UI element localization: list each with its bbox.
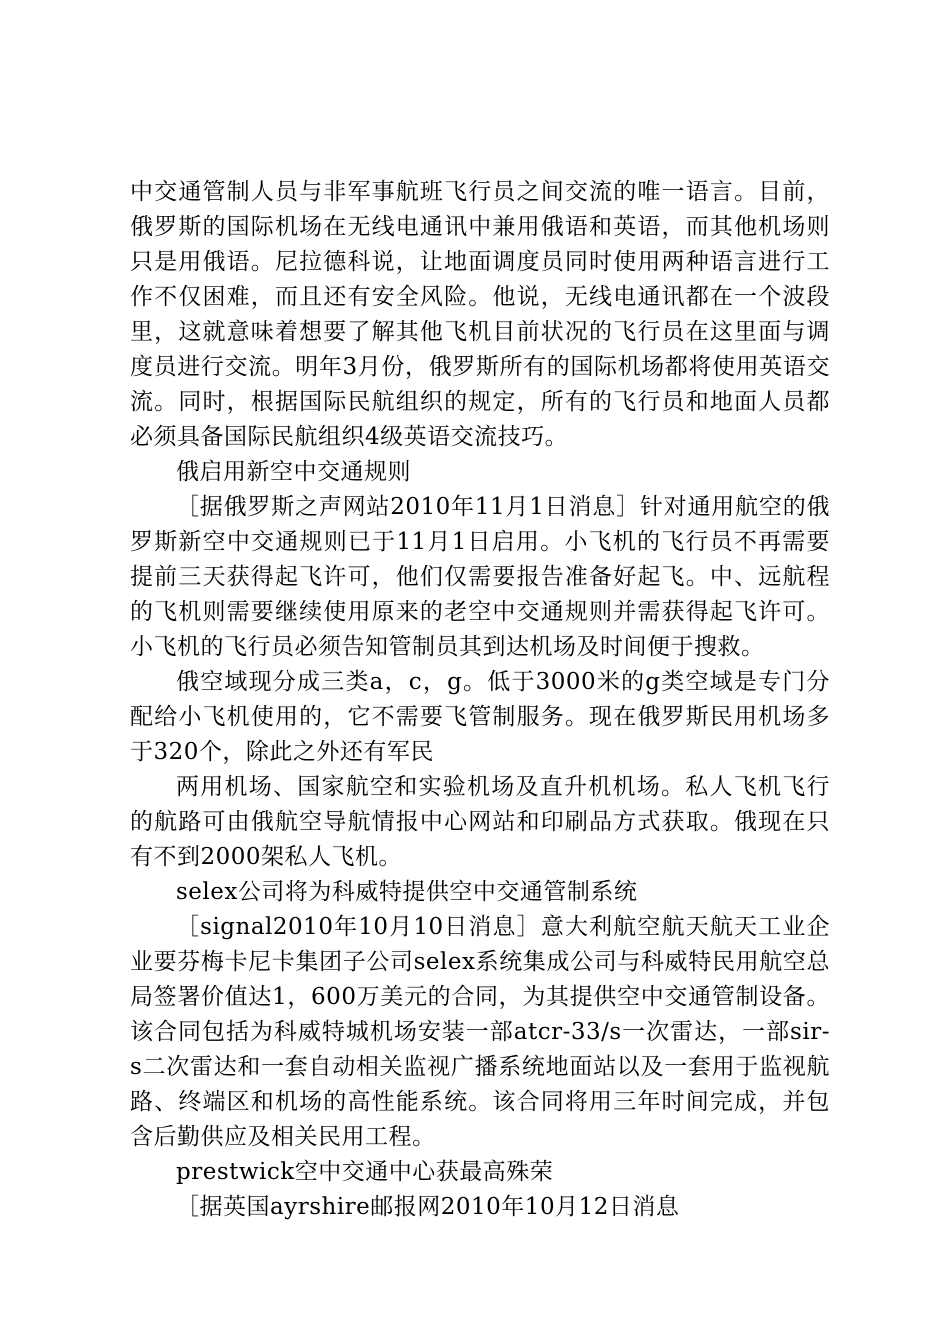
paragraph-ayrshire-news: ［据英国ayrshire邮报网2010年10月12日消息 bbox=[176, 1194, 680, 1220]
heading-selex-kuwait: selex公司将为科威特提供空中交通管制系统 bbox=[176, 879, 638, 905]
heading-russia-new-rules: 俄启用新空中交通规则 bbox=[176, 459, 411, 485]
paragraph-airspace-classes: 俄空域现分成三类a，c，g。低于3000米的g类空域是专门分配给小飞机使用的，它不需要飞管制服务。现在俄罗斯民用机场多于320个，除此之外还有军民 bbox=[130, 669, 830, 765]
paragraph-dual-use-airports: 两用机场、国家航空和实验机场及直升机机场。私人飞机飞行的航路可由俄航空导航情报中心网站和印刷品方式获取。俄现在只有不到2000架私人飞机。 bbox=[130, 774, 830, 870]
paragraph-russia-rules-news: ［据俄罗斯之声网站2010年11月1日消息］针对通用航空的俄罗斯新空中交通规则已于11月1日启用。小飞机的飞行员不再需要提前三天获得起飞许可，他们仅需要报告准备好起飞。中、远航程的飞机则需要继续使用原来的老空中交通规则并需获得起飞许可。小飞机的飞行员必须告知管制员其到达机场及时间便于搜救。 bbox=[130, 494, 830, 660]
heading-prestwick-award: prestwick空中交通中心获最高殊荣 bbox=[176, 1159, 554, 1185]
paragraph-atc-language: 中交通管制人员与非军事航班飞行员之间交流的唯一语言。目前，俄罗斯的国际机场在无线电通讯中兼用俄语和英语，而其他机场则只是用俄语。尼拉德科说，让地面调度员同时使用两种语言进行工作不仅困难，而且还有安全风险。他说，无线电通讯都在一个波段里，这就意味着想要了解其他飞机目前状况的飞行员在这里面与调度员进行交流。明年3月份，俄罗斯所有的国际机场都将使用英语交流。同时，根据国际民航组织的规定，所有的飞行员和地面人员都必须具备国际民航组织4级英语交流技巧。 bbox=[130, 179, 830, 450]
paragraph-selex-contract: ［signal2010年10月10日消息］意大利航空航天航天工业企业要芬梅卡尼卡集团子公司selex系统集成公司与科威特民用航空总局签署价值达1，600万美元的合同，为其提供空中交通管制设备。该合同包括为科威特城机场安装一部atcr-33/s一次雷达，一部sir-s二次雷达和一套自动相关监视广播系统地面站以及一套用于监视航路、终端区和机场的高性能系统。该合同将用三年时间完成，并包含后勤供应及相关民用工程。 bbox=[130, 914, 830, 1150]
document-body bbox=[130, 175, 830, 1225]
